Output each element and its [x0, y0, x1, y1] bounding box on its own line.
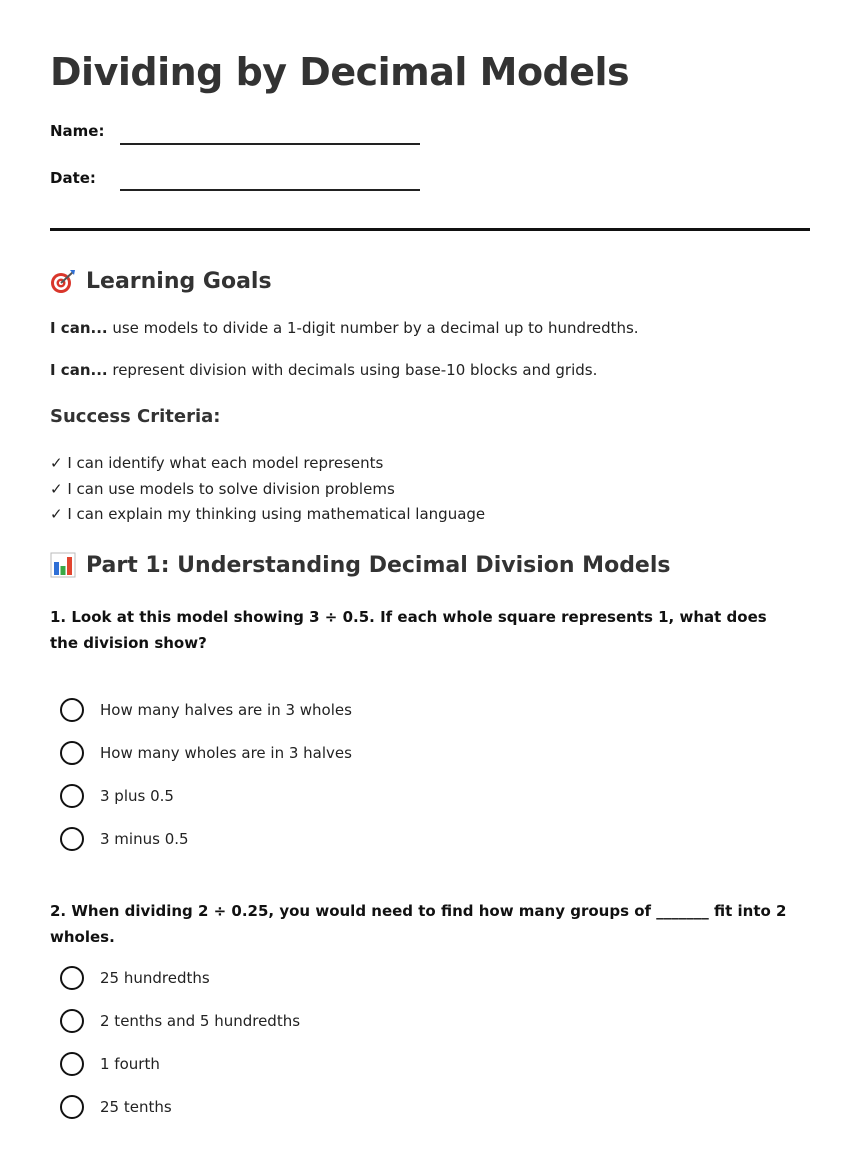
- question-1: 1. Look at this model showing 3 ÷ 0.5. If each whole square represents 1, what does the division show?: [50, 608, 767, 652]
- option-label: How many wholes are in 3 halves: [100, 744, 352, 762]
- success-criteria-list: [50, 451, 485, 528]
- criteria-item: ✓ I can use models to solve division problems: [50, 479, 395, 498]
- goal-text: use models to divide a 1-digit number by a decimal up to hundredths.: [107, 319, 639, 337]
- q2-option-a[interactable]: [60, 965, 210, 991]
- q2-option-b[interactable]: [60, 1008, 300, 1034]
- radio-button[interactable]: [60, 1052, 84, 1076]
- goal-prefix: I can...: [50, 361, 108, 379]
- q2-option-c[interactable]: [60, 1051, 160, 1077]
- radio-button[interactable]: [60, 698, 84, 722]
- question-2: 2. When dividing 2 ÷ 0.25, you would need to find how many groups of _______ fit into 2 wholes.: [50, 902, 787, 946]
- header-divider: [50, 228, 810, 231]
- criteria-item: ✓ I can identify what each model represents: [50, 454, 384, 472]
- option-label: How many halves are in 3 wholes: [100, 701, 352, 719]
- target-icon: [50, 268, 76, 294]
- q2-option-d[interactable]: [60, 1094, 172, 1120]
- option-label: 3 plus 0.5: [100, 787, 174, 805]
- option-label: 2 tenths and 5 hundredths: [100, 1012, 301, 1030]
- radio-button[interactable]: [60, 966, 84, 990]
- bar-chart-icon: [50, 552, 76, 578]
- criteria-item: ✓ I can explain my thinking using mathematical language: [50, 505, 486, 523]
- option-label: 25 hundredths: [100, 969, 210, 987]
- name-field[interactable]: [120, 143, 420, 145]
- goal-2: [50, 361, 597, 379]
- radio-button[interactable]: [60, 741, 84, 765]
- q1-option-c[interactable]: [60, 783, 174, 809]
- q1-option-a[interactable]: [60, 697, 352, 723]
- part1-heading: [50, 552, 671, 578]
- q1-option-d[interactable]: [60, 826, 189, 852]
- goal-1: [50, 319, 639, 337]
- radio-button[interactable]: [60, 1095, 84, 1119]
- learning-goals-heading: [50, 268, 272, 294]
- radio-button[interactable]: [60, 784, 84, 808]
- option-label: 3 minus 0.5: [100, 830, 189, 848]
- goal-prefix: I can...: [50, 319, 108, 337]
- option-label: 25 tenths: [100, 1098, 172, 1116]
- radio-button[interactable]: [60, 827, 84, 851]
- learning-goals-title: Learning Goals: [86, 268, 272, 294]
- success-criteria-heading: Success Criteria:: [50, 406, 221, 427]
- name-label: Name:: [50, 122, 105, 140]
- page-title: Dividing by Decimal Models: [50, 50, 630, 94]
- option-label: 1 fourth: [100, 1055, 160, 1073]
- goal-text: represent division with decimals using base-10 blocks and grids.: [107, 361, 598, 379]
- q1-option-b[interactable]: [60, 740, 352, 766]
- radio-button[interactable]: [60, 1009, 84, 1033]
- date-field[interactable]: [120, 189, 420, 191]
- part1-title: Part 1: Understanding Decimal Division Models: [86, 552, 671, 578]
- date-label: Date:: [50, 169, 96, 187]
